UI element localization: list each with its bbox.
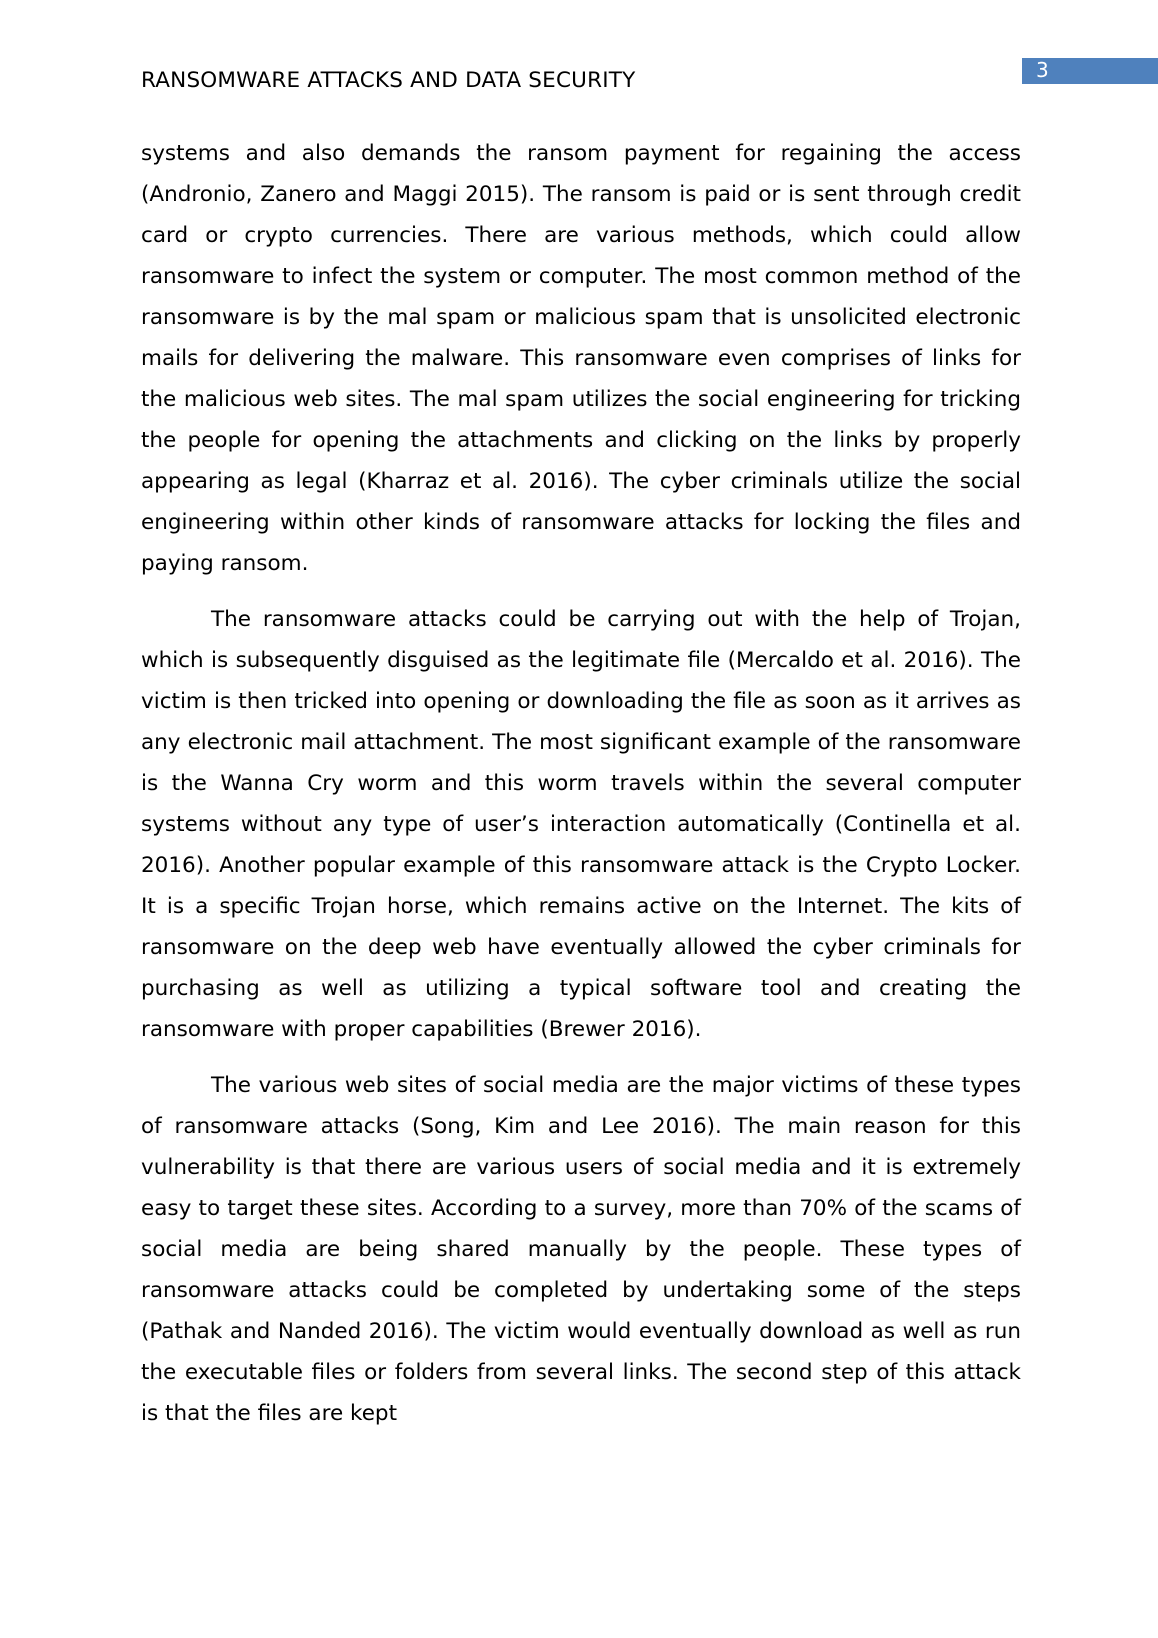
paragraph-1: systems and also demands the ransom payment for regaining the access (Andronio, Zanero and Maggi 2015). The ransom is paid or is sent through credit card or crypto currencies. There are various methods, which could allow ransomware to infect the system or computer. The most common method of the ransomware is by the mal spam or malicious spam that is unsolicited electronic mails for delivering the malware. This ransomware even comprises of links for the malicious web sites. The mal spam utilizes the social engineering for tricking the people for opening the attachments and clicking on the links by properly appearing as legal (Kharraz et al. 2016). The cyber criminals utilize the social engineering within other kinds of ransomware attacks for locking the files and paying ransom. [141,141,1021,576]
page-number: 3 [1036,58,1049,82]
paragraph-2: The ransomware attacks could be carrying out with the help of Trojan, which is subsequently disguised as the legitimate file (Mercaldo et al. 2016). The victim is then tricked into opening or downloading the file as soon as it arrives as any electronic mail attachment. The most significant example of the ransomware is the Wanna Cry worm and this worm travels within the several computer systems without any type of user’s interaction automatically (Continella et al. 2016). Another popular example of this ransomware attack is the Crypto Locker. It is a specific Trojan horse, which remains active on the Internet. The kits of ransomware on the deep web have eventually allowed the cyber criminals for purchasing as well as utilizing a typical software tool and creating the ransomware with proper capabilities (Brewer 2016). [141,607,1021,1042]
running-head: RANSOMWARE ATTACKS AND DATA SECURITY [141,68,636,93]
page-number-box [1022,58,1158,84]
body-text [141,133,1021,1449]
paragraph-3: The various web sites of social media are the major victims of these types of ransomware attacks (Song, Kim and Lee 2016). The main reason for this vulnerability is that there are various users of social media and it is extremely easy to target these sites. According to a survey, more than 70% of the scams of social media are being shared manually by the people. These types of ransomware attacks could be completed by undertaking some of the steps (Pathak and Nanded 2016). The victim would eventually download as well as run the executable files or folders from several links. The second step of this attack is that the files are kept [141,1073,1021,1426]
